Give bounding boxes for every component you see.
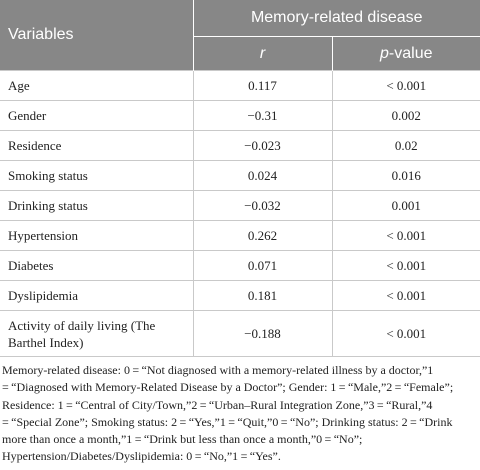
header-row-group xyxy=(0,0,480,37)
table-row xyxy=(0,131,480,161)
cell-r: 0.024 xyxy=(193,161,332,191)
table-row xyxy=(0,71,480,101)
cell-p: 0.016 xyxy=(332,161,480,191)
cell-p: < 0.001 xyxy=(332,251,480,281)
table-body xyxy=(0,71,480,357)
cell-variable: Age xyxy=(0,71,193,101)
header-r: r xyxy=(193,37,332,71)
cell-variable: Residence xyxy=(0,131,193,161)
cell-r: 0.181 xyxy=(193,281,332,311)
cell-r: 0.262 xyxy=(193,221,332,251)
cell-variable: Drinking status xyxy=(0,191,193,221)
table-row xyxy=(0,101,480,131)
cell-p: < 0.001 xyxy=(332,281,480,311)
table-header xyxy=(0,0,480,71)
header-variables: Variables xyxy=(0,0,193,71)
cell-p: 0.02 xyxy=(332,131,480,161)
cell-p: 0.002 xyxy=(332,101,480,131)
cell-variable: Smoking status xyxy=(0,161,193,191)
table-footnote: Memory-related disease: 0 = “Not diagnosed with a memory-related illness by a doctor,”1 = “Diagnosed with Memory-Related Disease by a Doctor”; Gender: 1 = “Male,”2 = “Female”; Residence: 1 = “Central of City/Town,”2 = “Urban–Rural Integration Zone,”3 = “Rural,”4 = “Special Zone”; Smoking status: 2 = “Yes,”1 = “Quit,”0 = “No”; Drinking status: 2 = “Drink more than once a month,”1 = “Drink but less than once a month,”0 = “No”; Hypertension/Diabetes/Dyslipidemia: 0 = “No,”1 = “Yes”. xyxy=(2,363,454,464)
table-row xyxy=(0,161,480,191)
cell-p: 0.001 xyxy=(332,191,480,221)
cell-r: −0.31 xyxy=(193,101,332,131)
cell-r: −0.188 xyxy=(193,311,332,357)
header-p-letter: p xyxy=(380,44,389,62)
header-p-value xyxy=(332,37,480,71)
table-row xyxy=(0,281,480,311)
header-memory-related-disease: Memory-related disease xyxy=(193,0,480,37)
cell-p: < 0.001 xyxy=(332,71,480,101)
header-p-suffix: -value xyxy=(388,44,433,62)
cell-p: < 0.001 xyxy=(332,221,480,251)
cell-p: < 0.001 xyxy=(332,311,480,357)
cell-variable: Hypertension xyxy=(0,221,193,251)
table-row xyxy=(0,191,480,221)
cell-r: −0.032 xyxy=(193,191,332,221)
cell-variable: Gender xyxy=(0,101,193,131)
table-row xyxy=(0,311,480,357)
cell-variable: Dyslipidemia xyxy=(0,281,193,311)
table-row xyxy=(0,221,480,251)
table-row xyxy=(0,251,480,281)
cell-r: −0.023 xyxy=(193,131,332,161)
cell-r: 0.071 xyxy=(193,251,332,281)
cell-r: 0.117 xyxy=(193,71,332,101)
cell-variable: Activity of daily living (The Barthel Index) xyxy=(0,311,193,357)
cell-variable: Diabetes xyxy=(0,251,193,281)
